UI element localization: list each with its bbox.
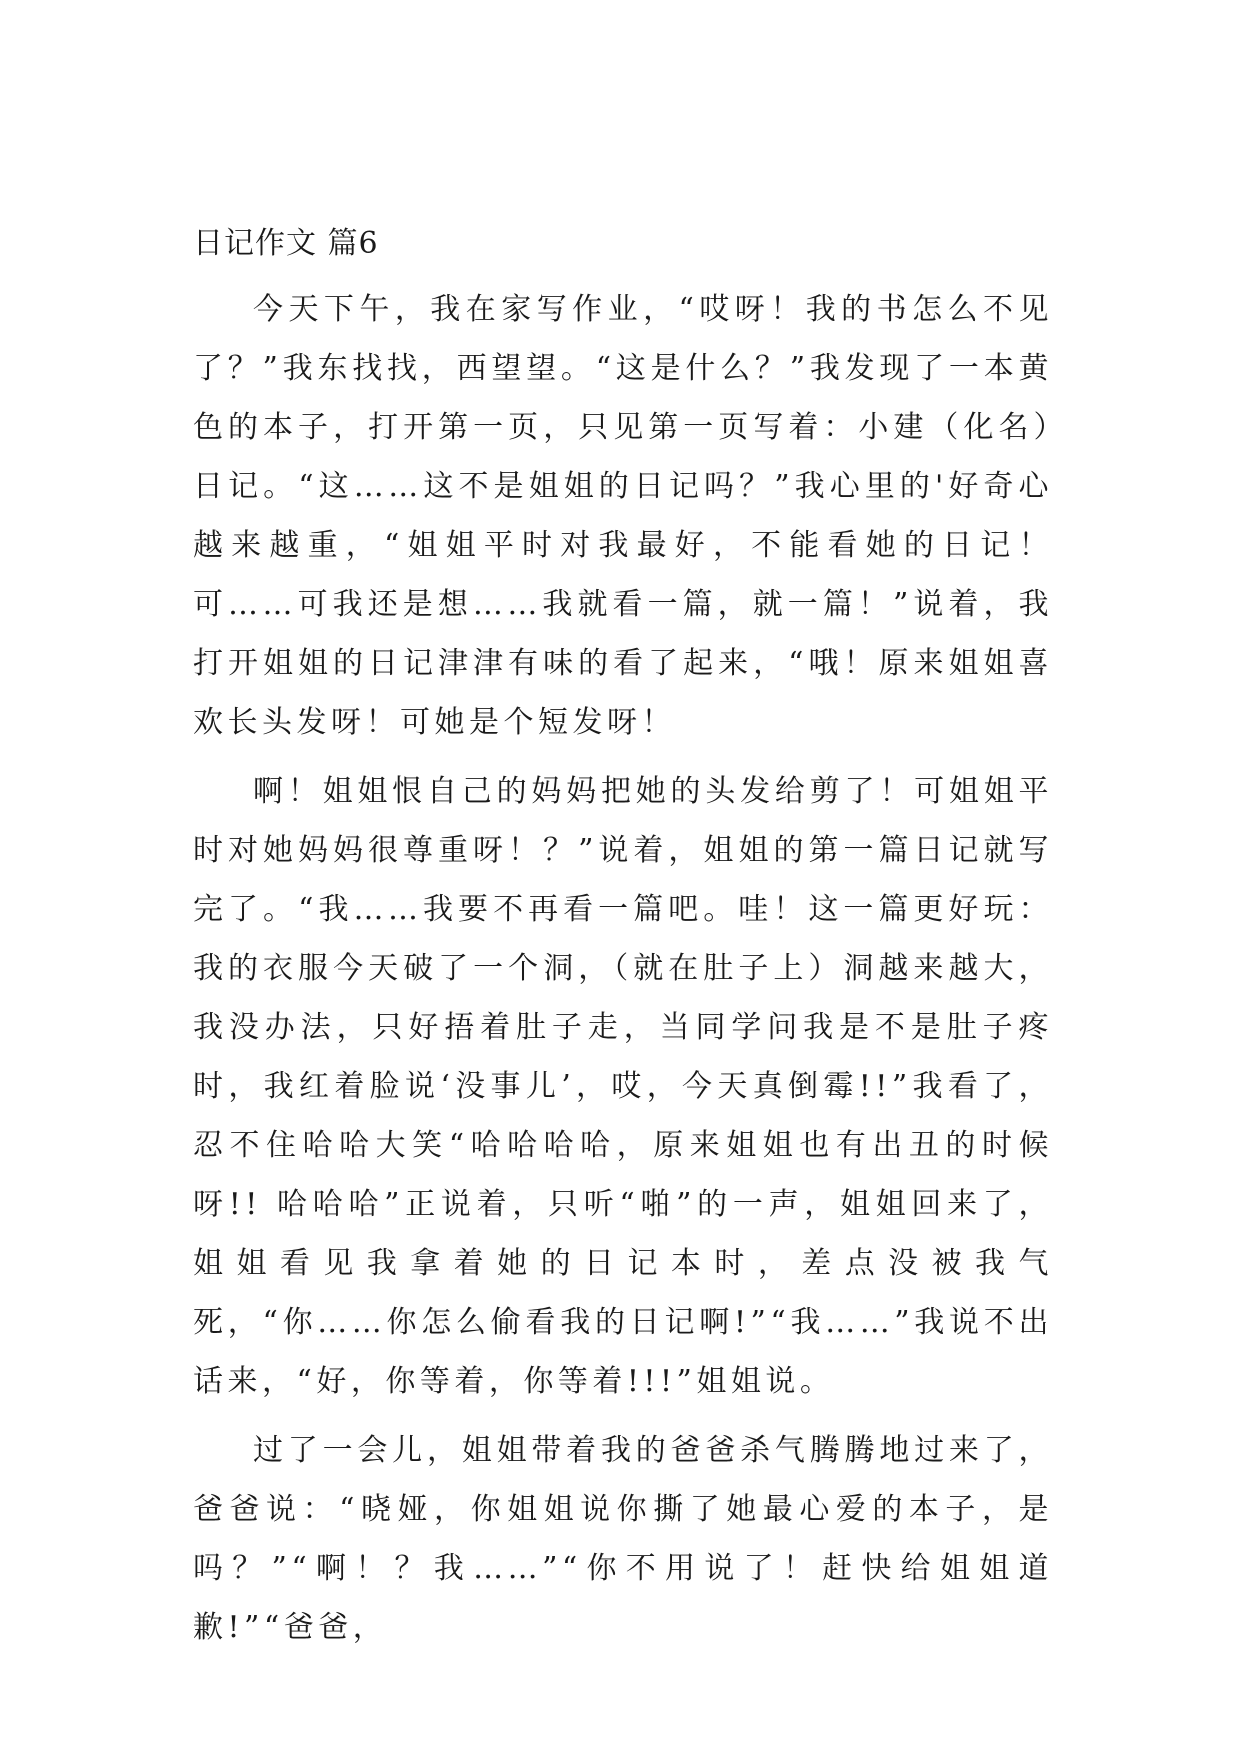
paragraph-2: 啊！姐姐恨自己的妈妈把她的头发给剪了！可姐姐平时对她妈妈很尊重呀！？”说着，姐姐的第一篇日记就写完了。“我……我要不再看一篇吧。哇！这一篇更好玩：我的衣服今天破了一个洞，（就在肚子上）洞越来越大，我没办法，只好捂着肚子走，当同学问我是不是肚子疼时，我红着脸说‘没事儿’，哎，今天真倒霉!!”我看了，忍不住哈哈大笑“哈哈哈哈，原来姐姐也有出丑的时候呀!! 哈哈哈”正说着，只听“啪”的一声，姐姐回来了，姐姐看见我拿着她的日记本时，差点没被我气死，“你……你怎么偷看我的日记啊!”“我……”我说不出话来，“好，你等着，你等着!!!”姐姐说。 (193, 774, 1053, 1399)
document-page (193, 218, 1053, 1667)
paragraph-1: 今天下午，我在家写作业，“哎呀！我的书怎么不见了？”我东找找，西望望。“这是什么？”我发现了一本黄色的本子，打开第一页，只见第一页写着：小建（化名）日记。“这……这不是姐姐的日记吗？”我心里的'好奇心越来越重，“姐姐平时对我最好，不能看她的日记！可……可我还是想……我就看一篇，就一篇！”说着，我打开姐姐的日记津津有味的看了起来，“哦！原来姐姐喜欢长头发呀！可她是个短发呀！ (193, 292, 1053, 740)
document-title: 日记作文 篇6 (193, 226, 379, 261)
paragraph-3: 过了一会儿，姐姐带着我的爸爸杀气腾腾地过来了，爸爸说：“晓娅，你姐姐说你撕了她最心爱的本子，是吗？”“啊！？我……”“你不用说了！赶快给姐姐道歉!”“爸爸， (193, 1433, 1053, 1645)
